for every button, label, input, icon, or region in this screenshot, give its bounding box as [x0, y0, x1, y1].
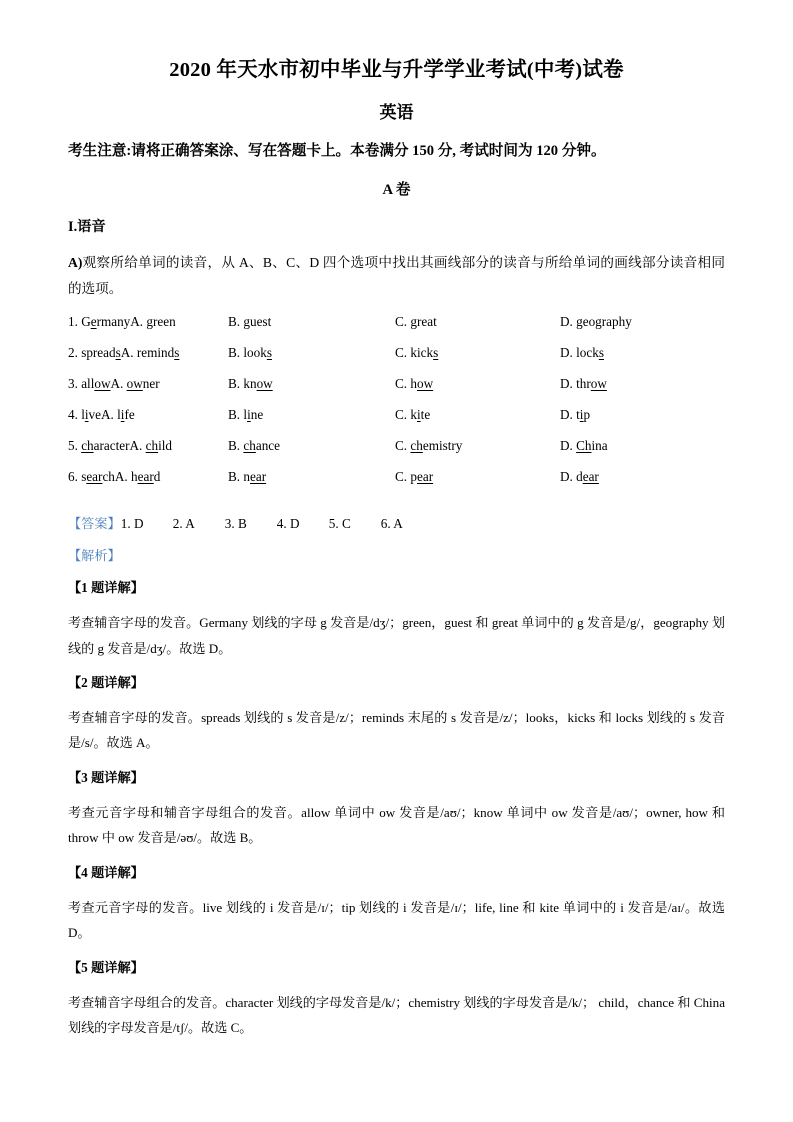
- subject-title: 英语: [379, 102, 414, 122]
- underlined-phoneme: ow: [590, 375, 607, 391]
- underlined-phoneme: i: [120, 406, 125, 422]
- option-d[interactable]: [560, 469, 599, 485]
- option-a[interactable]: [68, 376, 160, 392]
- question-row: [68, 469, 725, 500]
- underlined-phoneme: ear: [86, 468, 103, 484]
- option-letter: C.: [395, 468, 411, 484]
- option-letter: D.: [560, 313, 577, 329]
- answer-key-item: 3. B: [224, 515, 247, 531]
- option-word: kite: [410, 406, 431, 422]
- option-a[interactable]: [68, 469, 160, 485]
- underlined-phoneme: ear: [249, 468, 267, 484]
- detail-heading: 【2 题详解】: [68, 675, 144, 691]
- option-word: life: [117, 406, 135, 422]
- question-row: [68, 438, 725, 469]
- option-d[interactable]: [560, 438, 608, 454]
- question-row: [68, 345, 725, 376]
- option-letter: A.: [120, 344, 137, 360]
- option-letter: C.: [395, 375, 411, 391]
- option-c[interactable]: [395, 438, 462, 454]
- answer-key-item: 1. D: [120, 515, 144, 531]
- option-letter: B.: [228, 344, 244, 360]
- question-number: 6.: [68, 468, 82, 484]
- option-d[interactable]: [560, 376, 607, 392]
- directions-lead: A): [68, 255, 83, 271]
- option-word: geography: [576, 313, 632, 329]
- underlined-phoneme: ch: [145, 437, 159, 453]
- underlined-phoneme: ow: [126, 375, 143, 391]
- option-word: chance: [243, 437, 280, 453]
- question-number: 1.: [68, 313, 82, 329]
- underlined-phoneme: Ch: [576, 437, 592, 453]
- option-letter: D.: [560, 344, 577, 360]
- option-word: near: [243, 468, 267, 484]
- option-letter: D.: [560, 375, 577, 391]
- option-c[interactable]: [395, 314, 437, 330]
- section-directions: [68, 250, 725, 300]
- answer-key-items: [121, 516, 433, 531]
- option-b[interactable]: [228, 438, 280, 454]
- option-letter: C.: [395, 437, 411, 453]
- option-a[interactable]: [68, 438, 172, 454]
- option-letter: C.: [395, 313, 411, 329]
- detail-heading: 【4 题详解】: [68, 864, 144, 880]
- option-c[interactable]: [395, 469, 433, 485]
- underlined-phoneme: ch: [81, 437, 94, 453]
- option-letter: A.: [129, 437, 146, 453]
- option-b[interactable]: [228, 345, 272, 361]
- option-letter: A.: [100, 406, 118, 422]
- option-b[interactable]: [228, 314, 271, 330]
- question-stem-word: search: [81, 468, 115, 484]
- option-word: line: [243, 406, 264, 422]
- option-letter: A.: [130, 313, 147, 329]
- question-row: [68, 407, 725, 438]
- underlined-phoneme: g: [146, 313, 153, 329]
- option-b[interactable]: [228, 376, 273, 392]
- option-word: pear: [410, 468, 434, 484]
- question-number: 4.: [68, 406, 82, 422]
- underlined-phoneme: s: [266, 344, 272, 360]
- option-word: locks: [576, 344, 604, 360]
- underlined-phoneme: ch: [243, 437, 256, 453]
- underlined-phoneme: ch: [410, 437, 423, 453]
- answer-key-item: 2. A: [172, 515, 195, 531]
- underlined-phoneme: ear: [416, 468, 434, 484]
- detail-body: 考查元音字母和辅音字母组合的发音。allow 单词中 ow 发音是/aʊ/；know 单词中 ow 发音是/aʊ/；owner, how 和 throw 中 ow 发音是/əʊ/。故选 B。: [68, 804, 725, 846]
- option-letter: B.: [228, 375, 244, 391]
- option-word: how: [410, 375, 434, 391]
- underlined-phoneme: g: [576, 313, 583, 329]
- option-letter: A.: [114, 468, 132, 484]
- question-number: 5.: [68, 437, 82, 453]
- underlined-phoneme: s: [598, 344, 604, 360]
- page-title: 2020 年天水市初中毕业与升学学业考试(中考)试卷: [169, 59, 624, 81]
- underlined-phoneme: i: [247, 406, 251, 422]
- answer-key-item: 5. C: [328, 515, 351, 531]
- option-d[interactable]: [560, 314, 632, 330]
- option-letter: B.: [228, 437, 244, 453]
- option-word: tip: [576, 406, 591, 422]
- question-stem-word: live: [81, 406, 101, 422]
- option-word: China: [576, 437, 608, 453]
- question-stem-word: character: [81, 437, 130, 453]
- option-word: dear: [576, 468, 599, 484]
- option-letter: B.: [228, 313, 244, 329]
- detail-heading: 【1 题详解】: [68, 580, 144, 596]
- analysis-label: 【解析】: [68, 547, 121, 563]
- option-c[interactable]: [395, 345, 438, 361]
- document-content: [68, 58, 725, 1053]
- detail-heading: 【5 题详解】: [68, 959, 144, 975]
- question-stem-word: Germany: [81, 313, 131, 329]
- option-b[interactable]: [228, 407, 263, 423]
- underlined-phoneme: s: [433, 344, 439, 360]
- question-number: 2.: [68, 344, 82, 360]
- underlined-phoneme: i: [416, 406, 421, 422]
- answer-key-item: 6. A: [380, 515, 403, 531]
- option-word: guest: [243, 313, 272, 329]
- question-row: [68, 314, 725, 345]
- underlined-phoneme: s: [174, 344, 180, 360]
- option-word: looks: [243, 344, 272, 360]
- option-d[interactable]: [560, 345, 604, 361]
- underlined-phoneme: s: [115, 344, 121, 360]
- section-heading-phonetics: I.语音: [68, 218, 106, 235]
- option-word: chemistry: [410, 437, 463, 453]
- option-c[interactable]: [395, 407, 430, 423]
- option-word: throw: [576, 375, 607, 391]
- underlined-phoneme: i: [84, 406, 89, 422]
- underlined-phoneme: g: [410, 313, 417, 329]
- answer-key-item: 4. D: [276, 515, 300, 531]
- detail-body: 考查元音字母的发音。live 划线的 i 发音是/ɪ/；tip 划线的 i 发音是/ɪ/；life, line 和 kite 单词中的 i 发音是/aɪ/。故选 D。: [68, 899, 725, 941]
- exam-notice: 考生注意:请将正确答案涂、写在答题卡上。本卷满分 150 分, 考试时间为 120 分钟。: [68, 142, 606, 159]
- option-word: owner: [126, 375, 160, 391]
- option-letter: C.: [395, 344, 411, 360]
- analysis-line: [68, 546, 725, 566]
- option-a[interactable]: [68, 345, 179, 361]
- underlined-phoneme: ow: [256, 375, 273, 391]
- detail-body: 考查辅音字母的发音。spreads 划线的 s 发音是/z/；reminds 末尾的 s 发音是/z/；looks，kicks 和 locks 划线的 s 发音是/s/。故选 A。: [68, 709, 725, 751]
- underlined-phoneme: i: [579, 406, 584, 422]
- answer-key-label: 【答案】: [68, 515, 121, 531]
- option-word: great: [410, 313, 437, 329]
- option-letter: B.: [228, 468, 244, 484]
- directions-text: 观察所给单词的读音，从 A、B、C、D 四个选项中找出其画线部分的读音与所给单词的画线部分读音相同的选项。: [68, 255, 725, 296]
- option-d[interactable]: [560, 407, 590, 423]
- paper-label: A 卷: [382, 181, 411, 198]
- question-row: [68, 376, 725, 407]
- option-letter: D.: [560, 468, 577, 484]
- underlined-phoneme: ow: [416, 375, 434, 391]
- detail-explanations: [68, 578, 725, 1040]
- option-letter: A.: [110, 375, 127, 391]
- option-b[interactable]: [228, 469, 266, 485]
- option-word: reminds: [136, 344, 180, 360]
- detail-body: 考查辅音字母组合的发音。character 划线的字母发音是/k/；chemistry 划线的字母发音是/k/； child，chance 和 China 划线的字母发音是/tʃ/。故选 C。: [68, 994, 725, 1036]
- question-stem-word: allow: [81, 375, 111, 391]
- underlined-phoneme: e: [90, 313, 97, 329]
- question-number: 3.: [68, 375, 82, 391]
- option-c[interactable]: [395, 376, 433, 392]
- option-a[interactable]: [68, 407, 135, 423]
- detail-body: 考查辅音字母的发音。Germany 划线的字母 g 发音是/dʒ/；green，guest 和 great 单词中的 g 发音是/g/，geography 划线的 g 发音是/dʒ/。故选 D。: [68, 615, 725, 656]
- option-letter: D.: [560, 406, 577, 422]
- underlined-phoneme: g: [243, 313, 250, 329]
- question-list: [68, 314, 725, 500]
- question-stem-word: spreads: [81, 344, 121, 360]
- option-word: child: [145, 437, 173, 453]
- option-a[interactable]: [68, 314, 176, 330]
- underlined-phoneme: ear: [582, 468, 599, 484]
- option-word: heard: [131, 468, 161, 484]
- option-word: know: [243, 375, 273, 391]
- option-letter: B.: [228, 406, 244, 422]
- underlined-phoneme: ear: [137, 468, 154, 484]
- detail-heading: 【3 题详解】: [68, 770, 144, 786]
- answer-key-line: [68, 514, 725, 534]
- option-letter: C.: [395, 406, 411, 422]
- underlined-phoneme: ow: [94, 375, 111, 391]
- option-word: green: [146, 313, 176, 329]
- option-letter: D.: [560, 437, 577, 453]
- option-word: kicks: [410, 344, 439, 360]
